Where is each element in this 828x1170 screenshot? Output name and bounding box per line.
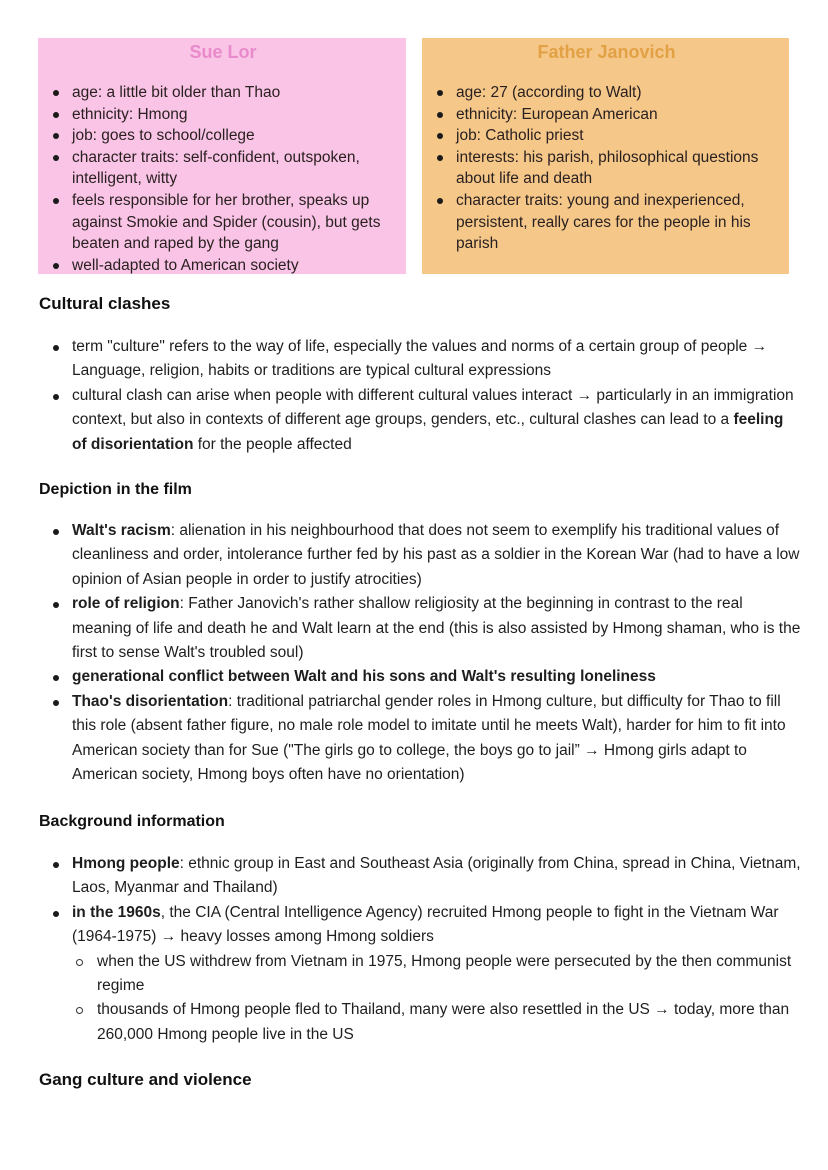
list-item: character traits: self-confident, outspoken, intelligent, witty xyxy=(72,147,396,190)
section-heading-background: Background information xyxy=(39,813,225,830)
depiction-list xyxy=(72,519,802,787)
list-item: age: 27 (according to Walt) xyxy=(456,82,779,104)
sub-list-item: thousands of Hmong people fled to Thailand, many were also resettled in the US → today, more than 260,000 Hmong people live in the US xyxy=(72,998,802,1047)
background-list xyxy=(72,852,802,1047)
list-item xyxy=(72,384,802,457)
list-item: term "culture" refers to the way of life, especially the values and norms of a certain group of people → Language, religion, habits or traditions are typical cultural expressions xyxy=(72,335,802,384)
item-term: role of religion xyxy=(72,595,180,613)
section-heading-cultural-clashes: Cultural clashes xyxy=(39,294,171,313)
item-text: cultural clash can arise when people with different cultural values interact → particularly in an immigration context, but also in contexts of different age groups, genders, etc., cultural clashes can lead to a xyxy=(72,386,794,429)
item-text: : traditional patriarchal gender roles in Hmong culture, but difficulty for Thao to fill this role (absent father figure, no male role model to imitate until he meets Walt), harder for him to fit into American society than for Sue ("The girls go to college, the boys go to jail” → Hmong girls adapt to American society, Hmong boys often have no orientation) xyxy=(72,692,786,784)
list-item xyxy=(72,690,802,788)
list-item xyxy=(72,665,802,689)
list-item xyxy=(72,519,802,592)
item-term: in the 1960s xyxy=(72,903,161,921)
card-list xyxy=(50,82,396,276)
item-emphasis: feeling of disorientation xyxy=(72,411,784,453)
list-item: feels responsible for her brother, speaks up against Smokie and Spider (cousin), but gets beaten and raped by the gang xyxy=(72,190,396,255)
father-janovich-card xyxy=(422,38,789,274)
list-item xyxy=(72,592,802,665)
sub-list-item: when the US withdrew from Vietnam in 1975, Hmong people were persecuted by the then communist regime xyxy=(72,950,802,999)
card-title: Sue Lor xyxy=(189,42,257,62)
item-text: for the people affected xyxy=(193,435,352,453)
list-item: character traits: young and inexperienced, persistent, really cares for the people in his parish xyxy=(456,190,779,255)
item-text: : alienation in his neighbourhood that does not seem to exemplify his traditional values of cleanliness and order, intolerance further fed by his past as a soldier in the Korean War (had to have a low opinion of Asian people in order to justify atrocities) xyxy=(72,522,800,588)
list-item: ethnicity: Hmong xyxy=(72,104,396,126)
list-item xyxy=(72,901,802,950)
cultural-clashes-list xyxy=(72,335,802,457)
list-item xyxy=(72,852,802,901)
section-heading-depiction: Depiction in the film xyxy=(39,481,192,498)
item-term: generational conflict between Walt and his sons and Walt's resulting loneliness xyxy=(72,668,656,686)
list-item: age: a little bit older than Thao xyxy=(72,82,396,104)
sue-lor-card xyxy=(38,38,406,274)
list-item: interests: his parish, philosophical questions about life and death xyxy=(456,147,779,190)
list-item: job: Catholic priest xyxy=(456,125,779,147)
list-item: job: goes to school/college xyxy=(72,125,396,147)
item-term: Hmong people xyxy=(72,855,180,872)
item-text: : Father Janovich's rather shallow religiosity at the beginning in contrast to the real meaning of life and death he and Walt learn at the end (this is also assisted by Hmong shaman, who is the first to sense Walt's troubled soul) xyxy=(72,595,801,662)
item-text: : ethnic group in East and Southeast Asia (originally from China, spread in China, Vietnam, Laos, Myanmar and Thailand) xyxy=(72,855,801,897)
item-text: , the CIA (Central Intelligence Agency) recruited Hmong people to fight in the Vietnam War (1964-1975) → heavy losses among Hmong soldiers xyxy=(72,903,779,946)
list-item: well-adapted to American society xyxy=(72,255,396,277)
item-term: Walt's racism xyxy=(72,522,171,539)
list-item: ethnicity: European American xyxy=(456,104,779,126)
section-heading-gang-culture: Gang culture and violence xyxy=(39,1070,252,1089)
item-term: Thao's disorientation xyxy=(72,692,229,710)
card-title: Father Janovich xyxy=(537,42,676,62)
card-list xyxy=(434,82,779,255)
